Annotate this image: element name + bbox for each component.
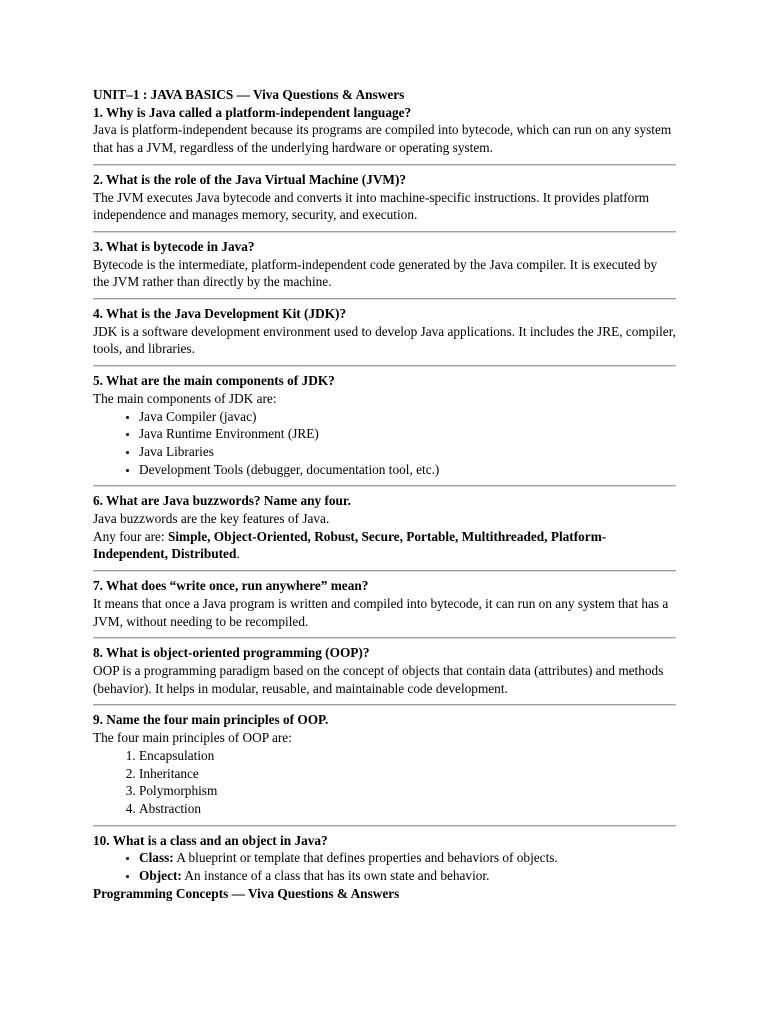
definition-text: An instance of a class that has its own state and behavior. [181, 868, 490, 884]
answer-text: Java buzzwords are the key features of Java. [93, 511, 330, 527]
list-item: • Java Libraries [139, 443, 676, 461]
question-title: 1. Why is Java called a platform-independent language? [93, 104, 412, 120]
question-title: 8. What is object-oriented programming (OOP)? [93, 645, 370, 661]
question-block-9 [93, 706, 676, 824]
answer-intro: The four main principles of OOP are: [93, 730, 292, 746]
buzzwords-line [93, 528, 676, 563]
question-block-5 [93, 367, 676, 485]
answer-text: It means that once a Java program is written and compiled into bytecode, it can run on any system that has a JVM, without needing to be recompiled. [93, 595, 669, 629]
unit-title: UNIT–1 : JAVA BASICS — Viva Questions & Answers [93, 87, 405, 102]
buzzwords-tail: . [236, 546, 240, 562]
list-item: 2. Inheritance [139, 765, 676, 783]
question-title: 6. What are Java buzzwords? Name any four. [93, 493, 351, 509]
question-title: 4. What is the Java Development Kit (JDK)? [93, 306, 347, 322]
question-block-8 [93, 639, 676, 704]
list-item: 3. Polymorphism [139, 782, 676, 800]
question-block-10 [93, 827, 676, 903]
list-item: • Java Runtime Environment (JRE) [139, 425, 676, 443]
answer-intro: The main components of JDK are: [93, 390, 277, 406]
question-block-7 [93, 572, 676, 637]
answer-text: OOP is a programming paradigm based on the concept of objects that contain data (attributes) and methods (behavior). It helps in modular, reusable, and maintainable code development. [93, 662, 664, 696]
list-item: • Java Compiler (javac) [139, 408, 676, 426]
question-title: 5. What are the main components of JDK? [93, 373, 335, 389]
question-title: 10. What is a class and an object in Java? [93, 832, 328, 848]
buzzwords-list: Simple, Object-Oriented, Robust, Secure, Portable, Multithreaded, Platform-Independent, Distributed [93, 528, 607, 562]
answer-text: The JVM executes Java bytecode and converts it into machine-specific instructions. It provides platform independence and manages memory, security, and execution. [93, 189, 650, 223]
question-title: 2. What is the role of the Java Virtual Machine (JVM)? [93, 171, 407, 187]
answer-text: Java is platform-independent because its programs are compiled into bytecode, which can run on any system that has a JVM, regardless of the underlying hardware or operating system. [93, 122, 672, 156]
question-block-4 [93, 300, 676, 365]
list-item: 4. Abstraction [139, 800, 676, 818]
buzzwords-lead: Any four are: [93, 528, 168, 544]
document-page [93, 86, 676, 902]
section-title: Programming Concepts — Viva Questions & Answers [93, 885, 400, 901]
bullet-list [93, 408, 676, 479]
question-title: 3. What is bytecode in Java? [93, 238, 255, 254]
numbered-list [93, 747, 676, 818]
answer-text: Bytecode is the intermediate, platform-independent code generated by the Java compiler. It is executed by the JVM rather than directly by the machine. [93, 256, 658, 290]
question-block-3 [93, 233, 676, 298]
list-item [139, 849, 676, 867]
list-item: 1. Encapsulation [139, 747, 676, 765]
definition-term: Class: [139, 850, 174, 866]
question-block-1 [93, 86, 676, 164]
question-block-6 [93, 487, 676, 570]
definition-list [93, 849, 676, 884]
answer-text: JDK is a software development environment used to develop Java applications. It includes the JRE, compiler, tools, and libraries. [93, 323, 676, 357]
question-title: 7. What does “write once, run anywhere” mean? [93, 578, 369, 594]
list-item: • Development Tools (debugger, documentation tool, etc.) [139, 461, 676, 479]
list-item [139, 867, 676, 885]
definition-text: A blueprint or template that defines properties and behaviors of objects. [173, 850, 558, 866]
definition-term: Object: [139, 868, 182, 884]
question-title: 9. Name the four main principles of OOP. [93, 712, 329, 728]
question-block-2 [93, 166, 676, 231]
